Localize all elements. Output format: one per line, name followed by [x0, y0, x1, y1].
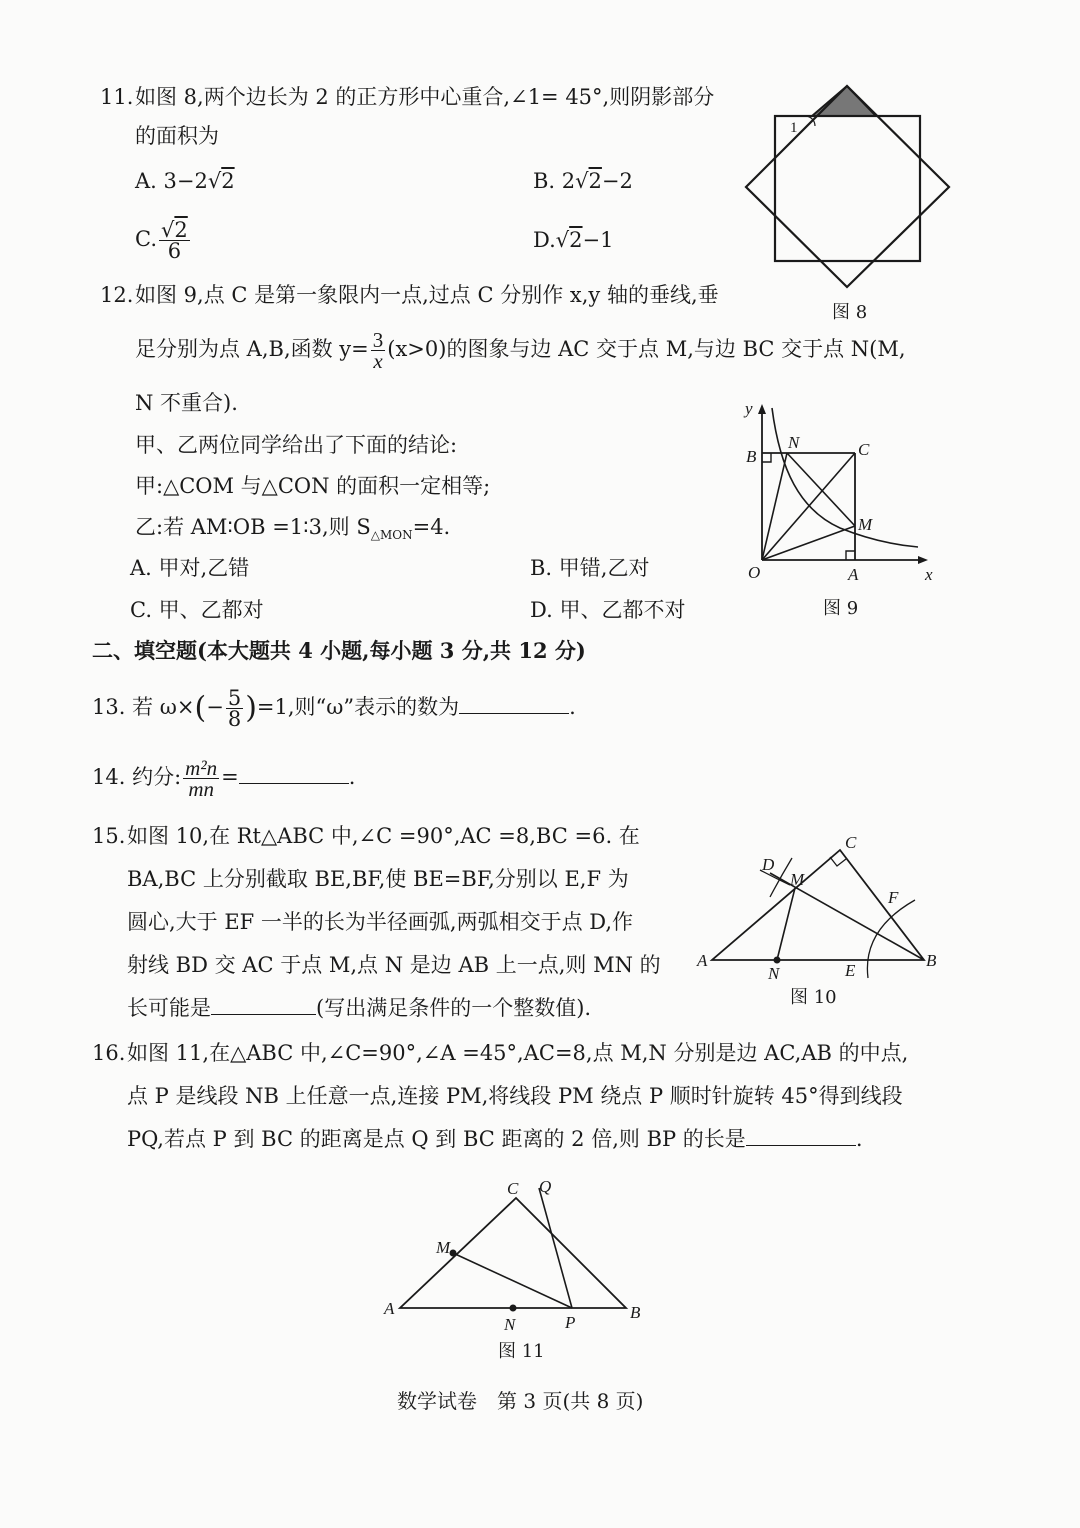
q14: 14. 约分: $\frac{\text{m²n}}{mn}$ = . [92, 756, 356, 801]
q11-text-line1: 如图 8,两个边长为 2 的正方形中心重合,∠1= 45°,则阴影部分 [135, 85, 715, 109]
q12-line5: 甲:△COM 与△CON 的面积一定相等; [135, 474, 491, 498]
fig9-label-n: N [788, 433, 800, 452]
q11-option-b: B. 2√2−2 [533, 169, 633, 193]
figure-9-caption: 图 9 [823, 598, 859, 619]
q11-option-d: D.√2−1 [533, 228, 614, 252]
fig11-label-n: N [504, 1315, 516, 1334]
q13-number: 13. [92, 695, 126, 719]
fig10-label-a: A [697, 951, 708, 970]
q16-line3: PQ,若点 P 到 BC 的距离是点 Q 到 BC 距离的 2 倍,则 BP 的长是 . [127, 1127, 863, 1151]
q11-text-line2: 的面积为 [135, 124, 219, 148]
q13: 13. 若 ω×(− $\frac{5}{8}$ )=1,则“ω”表示的数为 . [92, 686, 576, 731]
q11-option-c: C. $\frac{√2}{6}$ [135, 218, 188, 263]
q11-option-a: A. 3−2√2 [135, 169, 235, 193]
fig10-label-e: E [845, 961, 856, 980]
fig10-label-d: D [762, 855, 775, 874]
fig10-label-n: N [768, 964, 780, 983]
q12-option-a: A. 甲对,乙错 [130, 556, 250, 580]
q15-line5: 长可能是 (写出满足条件的一个整数值). [127, 996, 592, 1020]
q15-line1: 如图 10,在 Rt△ABC 中,∠C =90°,AC =8,BC =6. 在 [127, 824, 640, 848]
q12-option-c: C. 甲、乙都对 [130, 598, 264, 622]
page-footer: 数学试卷 第 3 页(共 8 页) [397, 1389, 644, 1413]
fig11-label-p: P [565, 1313, 576, 1332]
fig11-label-c: C [507, 1179, 519, 1198]
q12-option-d: D. 甲、乙都不对 [530, 598, 686, 622]
q14-number: 14. [92, 765, 126, 789]
fig10-label-c: C [845, 833, 857, 852]
q12-number: 12. [100, 283, 134, 307]
angle-1-label: 1 [790, 120, 798, 136]
q12-line2: 足分别为点 A,B,函数 y= $\frac{3}{x}$ (x>0)的图象与边 AC 交于点 M,与边 BC 交于点 N(M, [135, 328, 906, 373]
fig9-label-y: y [745, 399, 753, 418]
fig9-label-c: C [858, 440, 870, 459]
q16-line2: 点 P 是线段 NB 上任意一点,连接 PM,将线段 PM 绕点 P 顺时针旋转 45°得到线段 [127, 1084, 903, 1108]
q12-option-b: B. 甲错,乙对 [530, 556, 650, 580]
fig11-label-a: A [384, 1299, 395, 1318]
q15-line3: 圆心,大于 EF 一半的长为半径画弧,两弧相交于点 D,作 [127, 910, 634, 934]
q12-line6: 乙:若 AM∶OB =1∶3,则 $S_{\triangle MON}=4$. [135, 515, 451, 543]
fig9-label-b: B [746, 447, 757, 466]
q12-line4: 甲、乙两位同学给出了下面的结论: [135, 433, 458, 457]
fig11-label-q: Q [539, 1177, 552, 1196]
figure-8-caption: 图 8 [832, 302, 868, 323]
q15-number: 15. [92, 824, 126, 848]
q12-line1: 如图 9,点 C 是第一象限内一点,过点 C 分别作 x,y 轴的垂线,垂 [135, 283, 719, 307]
q15-line2: BA,BC 上分别截取 BE,BF,使 BE=BF,分别以 E,F 为 [127, 867, 629, 891]
fig9-label-a: A [848, 565, 859, 584]
q16-line1: 如图 11,在△ABC 中,∠C=90°,∠A =45°,AC=8,点 M,N 分别是边 AC,AB 的中点, [127, 1041, 909, 1065]
fig9-label-o: O [748, 563, 761, 582]
figure-11-caption: 图 11 [498, 1341, 545, 1362]
fig10-label-m: M [790, 870, 805, 889]
q12-line3: N 不重合). [135, 391, 238, 415]
q15-line4: 射线 BD 交 AC 于点 M,点 N 是边 AB 上一点,则 MN 的 [127, 953, 661, 977]
fig11-label-m: M [436, 1238, 451, 1257]
section-2-title: 二、填空题(本大题共 4 小题,每小题 3 分,共 12 分) [92, 638, 586, 663]
q16-number: 16. [92, 1041, 126, 1065]
fig9-label-m: M [858, 515, 873, 534]
fig11-label-b: B [630, 1303, 641, 1322]
fig10-label-f: F [888, 888, 899, 907]
fig10-label-b: B [926, 951, 937, 970]
fig9-label-x: x [925, 565, 933, 584]
figure-10-caption: 图 10 [790, 987, 837, 1008]
q11-number: 11. [100, 85, 134, 109]
